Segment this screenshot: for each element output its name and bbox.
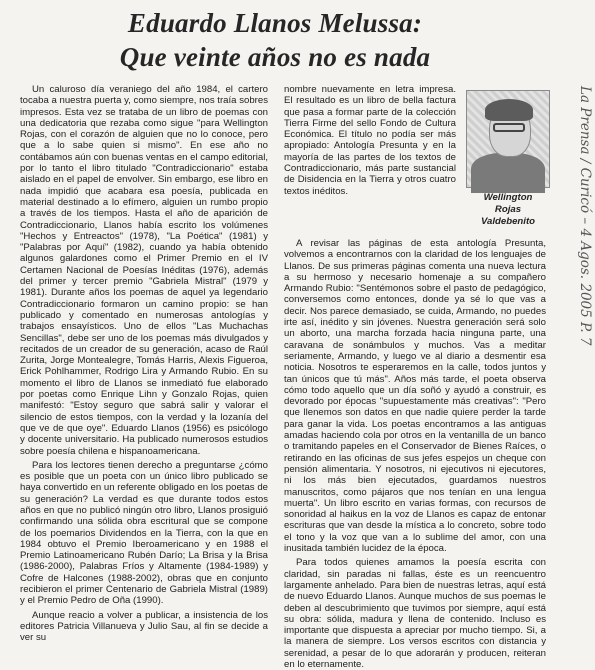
article-title-line-2: Que veinte años no es nada xyxy=(119,42,431,72)
author-photo xyxy=(466,90,550,188)
left-paragraph-2: Para los lectores tienen derecho a preguntarse ¿cómo es posible que un poeta con un único libro publicado se haya convertido en un referente obligado en los poetas de su generación? La verdad es que durante todos estos años en que no publicó ningún otro libro, Llanos prosiguió confirmando una sólida obra escritural que se compone de los poemarios Dividendos en la Tierra, con la que en 1984 obtuvo el Premio Iberoamericano y en 1988 el Premio Latinoamericano Rubén Darío; La Brisa y la Brisa (1986-2000), Palabras Fríos y Altamente (1984-1989) y Cofre de Halcones (1988-2002), obras que en conjunto recibieron el primer Centenario de Gabriela Mistral (1989) y el Premio Pedro de Oña (1990). xyxy=(20,459,268,607)
article-title xyxy=(40,6,510,74)
caption-line-1: Wellington xyxy=(483,192,533,203)
photo-hair xyxy=(485,99,533,121)
right-bottom-column xyxy=(284,238,546,670)
left-paragraph-1: Un caluroso día veraniego del año 1984, el cartero tocaba a nuestra puerta y, como siempre, nos traía sobres impresos. Esta vez se trataba de un libro de poemas con una dedicatoria que rezaba como sigue "para Wellington Rojas, con el corazón de alguien que no lo conoce, pero que a lo sabe quien si mismo". En ese año no contábamos aún con buenas ventas en el campo editorial, por lo tanto el libro titulado "Contradiccionario" estaba aislado en el papel de envolver. Sin embargo, ese libro en nada impidió que acabara esa poesía, publicada en material destinado a lo efímero, alguien un rumbo propio a través de los tiempos. Hasta el año de aparición de Contradiccionario, Llanos había escrito los volúmenes "Hechos y Entreactos" (1978), "La Poética" (1981) y "Palabras por Aquí" (1982), cuando ya había obtenido algunos galardones como el Primer Premio en el IV Certamen Nacional de Poesías Inéditas (1976), además del primer y tercer premio "Gabriela Mistral" (1979 y 1981). Durante años los poemas de aquel ya legendario Contradiccionario formaron un camino propio: se han publicado y comentado en numerosas antologías y trabajos ensayísticos. Uno de ellos "Las Muchachas Sencillas", debe ser uno de los poemas más divulgados y recitados de un creador de su generación, acaso de Raúl Zurita, Jorge Montealegre, Tomás Harris, Alexis Figueroa, Erick Pohlhammer, Rodrigo Lira y Armando Rubio. En su momento el libro de Llanos se inmediató fue elaborado por poetas como Enrique Lihn y Gonzalo Rojas, quien manifestó: "Estoy seguro que sabrá salir y valorar el silencio de estos tiempos, con la verdad y la lozanía del que ve de que oye". Eduardo Llanos (1956) es psicólogo y docente universitario. Ha publicado numerosos estudios sobre poesía chilena e hispanoamericana. xyxy=(20,84,268,457)
left-column xyxy=(20,84,268,644)
photo-shoulders xyxy=(471,153,545,193)
photo-caption xyxy=(458,192,558,228)
right-bottom-paragraph-2: Para todos quienes amamos la poesía escrita con claridad, sin paradas ni fallas, éste es un reencuentro largamente anhelado. Para bien de nuestras letras, aquí está de nuevo Eduardo Llanos. Aunque muchos de sus poemas le deben al descubrimiento que tuvimos por siempre, aquí está su obra: sólida, madura y llena de contenido. Incluso es importante que dispuesta a apreciar por mucho tiempo. Si, a la manera de siempre. Los versos escritos con distancia y serenidad, a pesar de lo que adorarán y producen, reiteran en lo eternamente. xyxy=(284,557,546,670)
right-bottom-paragraph-1: A revisar las páginas de esta antología Presunta, volvemos a encontrarnos con la claridad de los lenguajes de Llanos. De sus primeras páginas comenta una nueva lectura a su hermoso y necesario homenaje a su compañero Armando Rubio: "Sentémonos sobre el pasto de pedagógico, conversemos como entonces, donde ya sé lo que vas a decir. Nos parece demasiado, se cuida, Armando, no puedes irte así, inédito y sin jóvenes. Nuestra generación será solo un aborto, una marcha forzada hacia ninguna parte, una caravana de sonámbulos y muchos. Vas a meditar seriamente, Armando, y luego ve al diario a desmentir esa noticia. Nosotros te esperaremos en la calle, todos juntos y tan únicos que tú más". Años más tarde, el poeta observa cómo todo aquello que un día soñó y ayudó a construir, es devorado por épocas "supuestamente más creativas": "Pero que llenemos son datos en que nadie quiere perder la tarde para ganar la vida. Los poetas encontramos a las antiguas amadas haciendo cola por otros en la ventanilla de un banco o tramitando papeles en el Conservador de Bienes Raíces, o retirando en las oficinas de sus jefes espejos un cheque con pensión alimentaria. Y nosotros, ni ejecutivos ni ejecutores, ni los más bien ejecutados, guardamos nuestros manuscritos, como pájaros que nos tenían en una lengua muerta". Un libro escrito en varias formas, con recursos de sonoridad al haikus en la voz de Llanos es capaz de entonar escrituras que van desde la mística a lo concreto, sobre todo el tono y la voz que van a lo sublime del amor, con una inusitada también lucidez de la época. xyxy=(284,238,546,555)
caption-line-3: Valdebenito xyxy=(480,216,536,227)
handwritten-note: La Prensa / Curicó – 4 Agos. 2005 P. 7 xyxy=(577,86,593,346)
article-title-line-1: Eduardo Llanos Melussa: xyxy=(127,8,423,38)
right-top-paragraph-1: nombre nuevamente en letra impresa. El resultado es un libro de bella factura que pasa a formar parte de la colección Tierra Firme del sello Fondo de Cultura Económica. El título no podía ser más apropiado: Antología Presunta y en la mayoría de las partes de los textos de Contradiccionario, más parte sustancial de Disidencia en la Tierra y otros cuatro textos inéditos. xyxy=(284,84,456,197)
right-top-column xyxy=(284,84,456,236)
photo-glasses xyxy=(493,123,525,132)
caption-line-2: Rojas xyxy=(494,204,522,215)
left-paragraph-3: Aunque reacio a volver a publicar, a insistencia de los editores Patricia Villanueva y Julio Sau, al fin se decide a ver su xyxy=(20,609,268,644)
